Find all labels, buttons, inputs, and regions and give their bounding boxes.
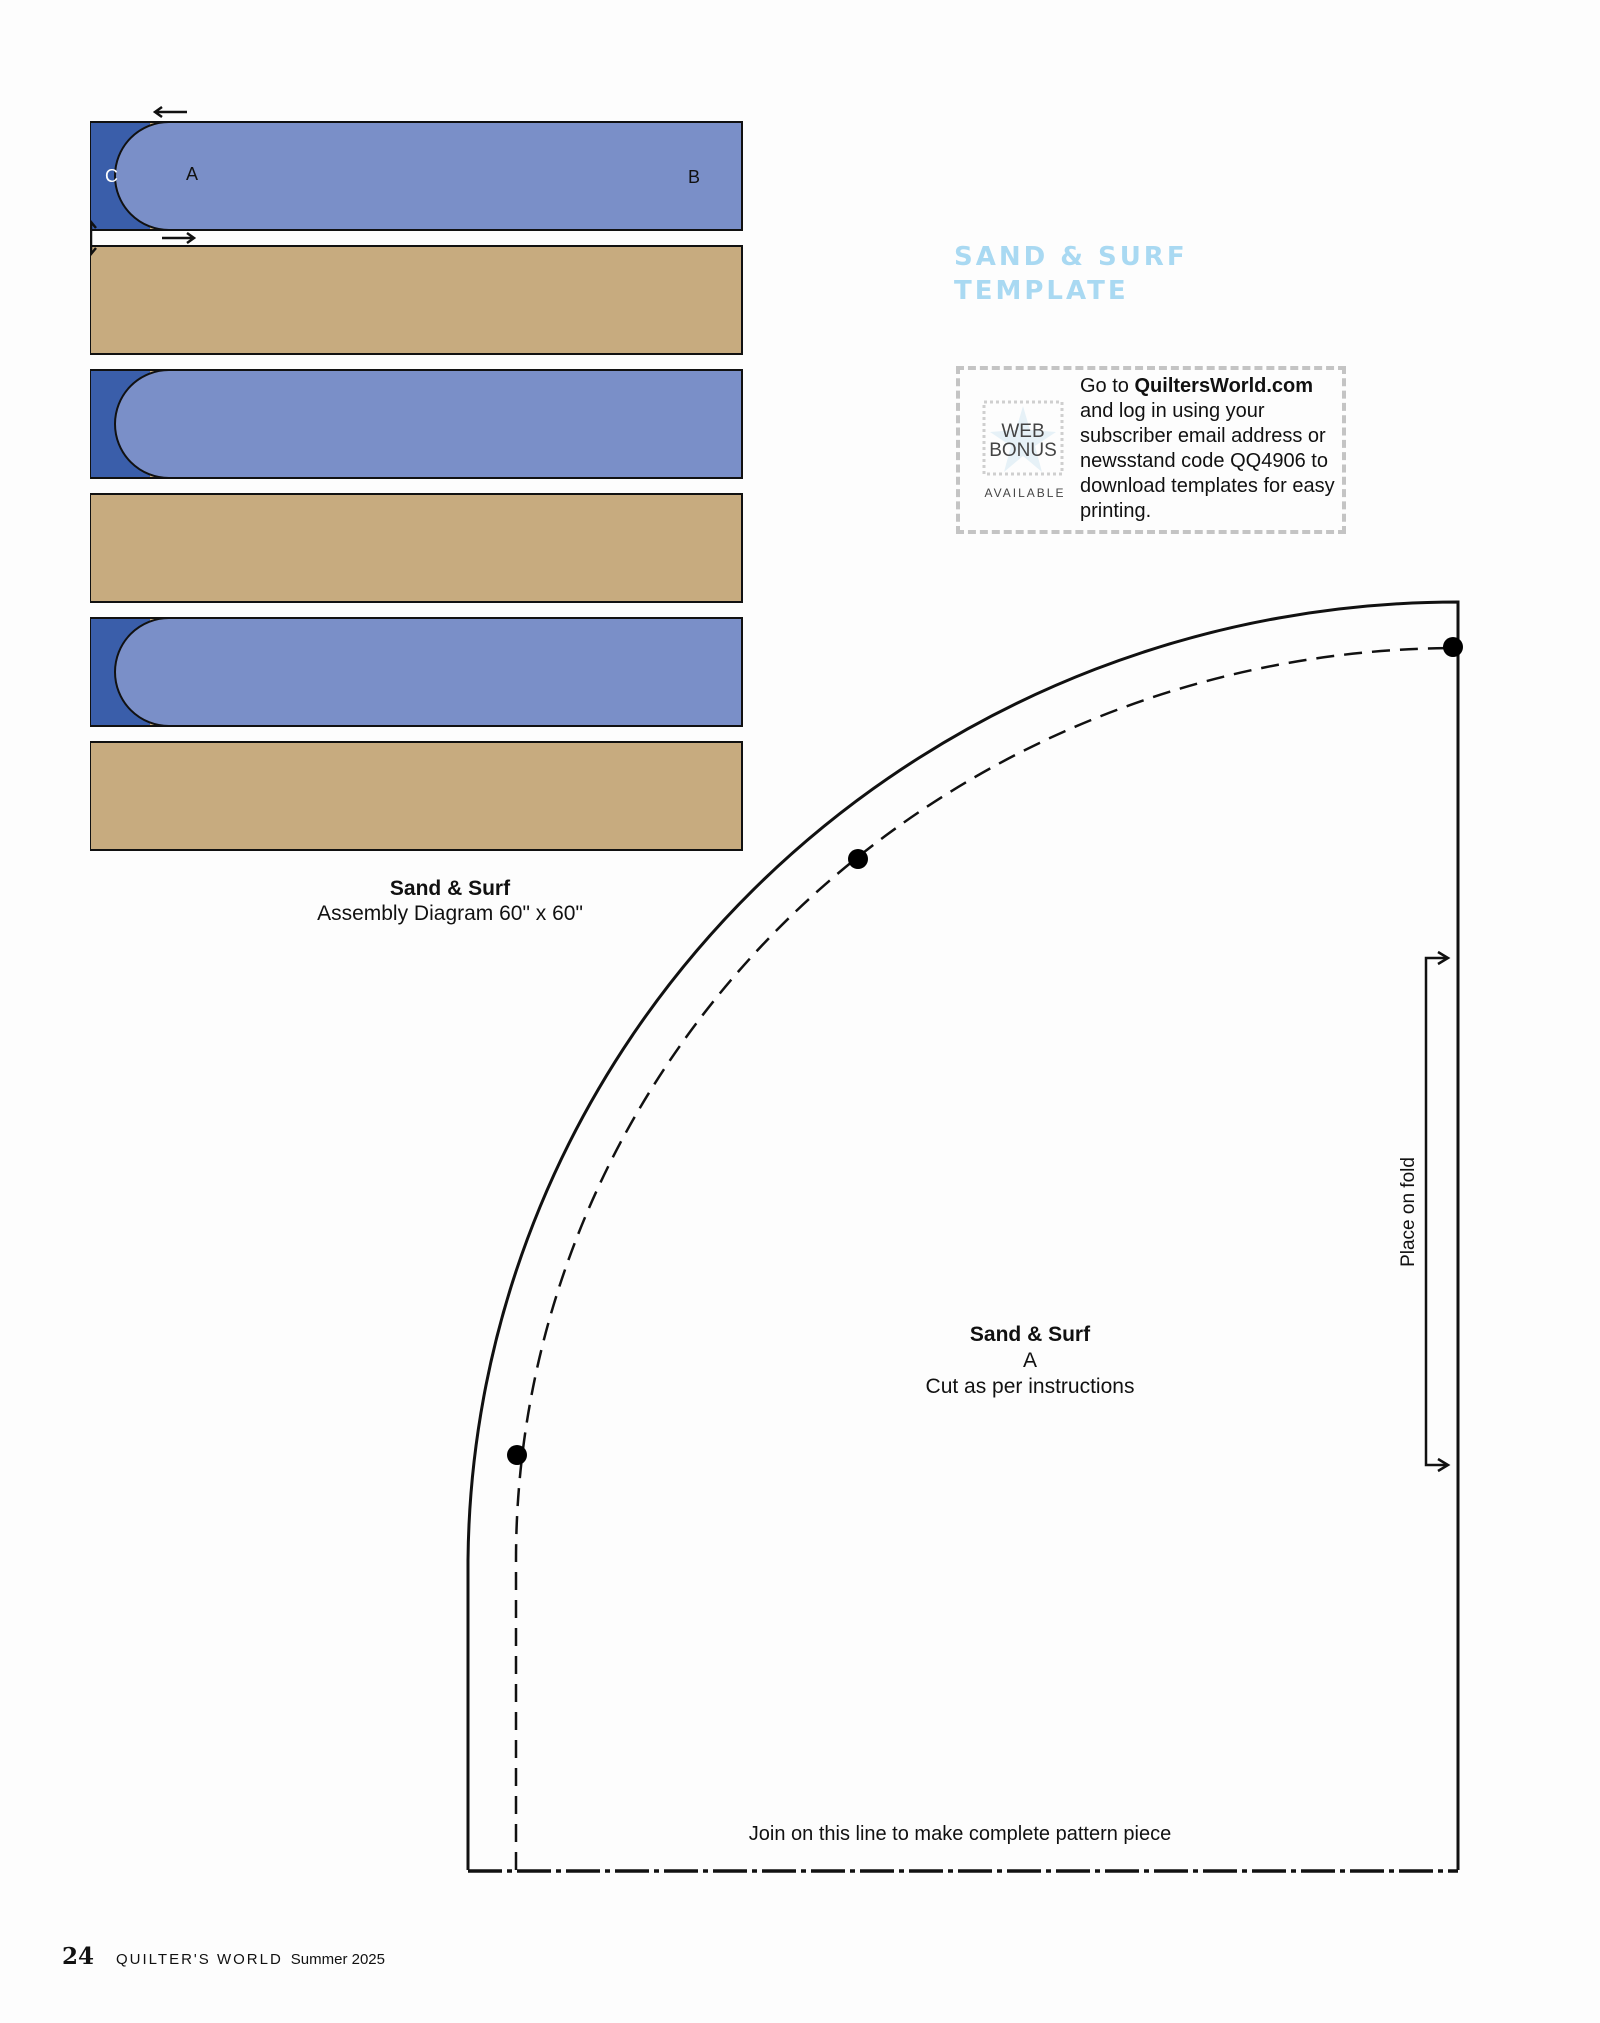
assembly-caption-sub: Assembly Diagram 60" x 60" xyxy=(317,902,583,925)
web-bonus-available: AVAILABLE xyxy=(984,486,1066,500)
magazine-name: QUILTER'S WORLD xyxy=(116,1951,283,1968)
template-caption xyxy=(880,1322,1180,1400)
issue-label: Summer 2025 xyxy=(290,1951,385,1968)
template-instruction: Cut as per instructions xyxy=(925,1375,1135,1398)
web-bonus-text-rest: and log in using your subscriber email address or newsstand code QQ4906 to download templates for easy printing. xyxy=(1080,400,1335,522)
web-bonus-text-prefix: Go to xyxy=(1080,375,1135,397)
section-title-line2: TEMPLATE xyxy=(954,276,1129,306)
registration-dot xyxy=(507,1445,527,1465)
cutting-line xyxy=(468,602,1458,1870)
registration-dot xyxy=(1443,637,1463,657)
fold-bracket xyxy=(1426,952,1448,1471)
page-footer xyxy=(62,1943,385,1970)
label-c: C xyxy=(105,166,118,186)
join-line-label: Join on this line to make complete pattern piece xyxy=(748,1823,1172,1845)
seam-line xyxy=(516,648,1458,1870)
label-a: A xyxy=(186,164,199,184)
place-on-fold-label: Place on fold xyxy=(1398,1157,1419,1267)
web-bonus-badge-line1: WEB xyxy=(1001,421,1045,442)
assembly-caption-title: Sand & Surf xyxy=(389,877,511,900)
page-number: 24 xyxy=(62,1943,95,1970)
web-bonus-badge-line2: BONUS xyxy=(989,440,1057,461)
label-b: B xyxy=(688,167,701,187)
web-bonus-site-link[interactable]: QuiltersWorld.com xyxy=(1134,375,1314,397)
registration-dot xyxy=(848,849,868,869)
template-piece-label: A xyxy=(1022,1349,1037,1372)
section-title-line1: SAND & SURF xyxy=(954,242,1188,272)
template-name: Sand & Surf xyxy=(969,1323,1091,1346)
